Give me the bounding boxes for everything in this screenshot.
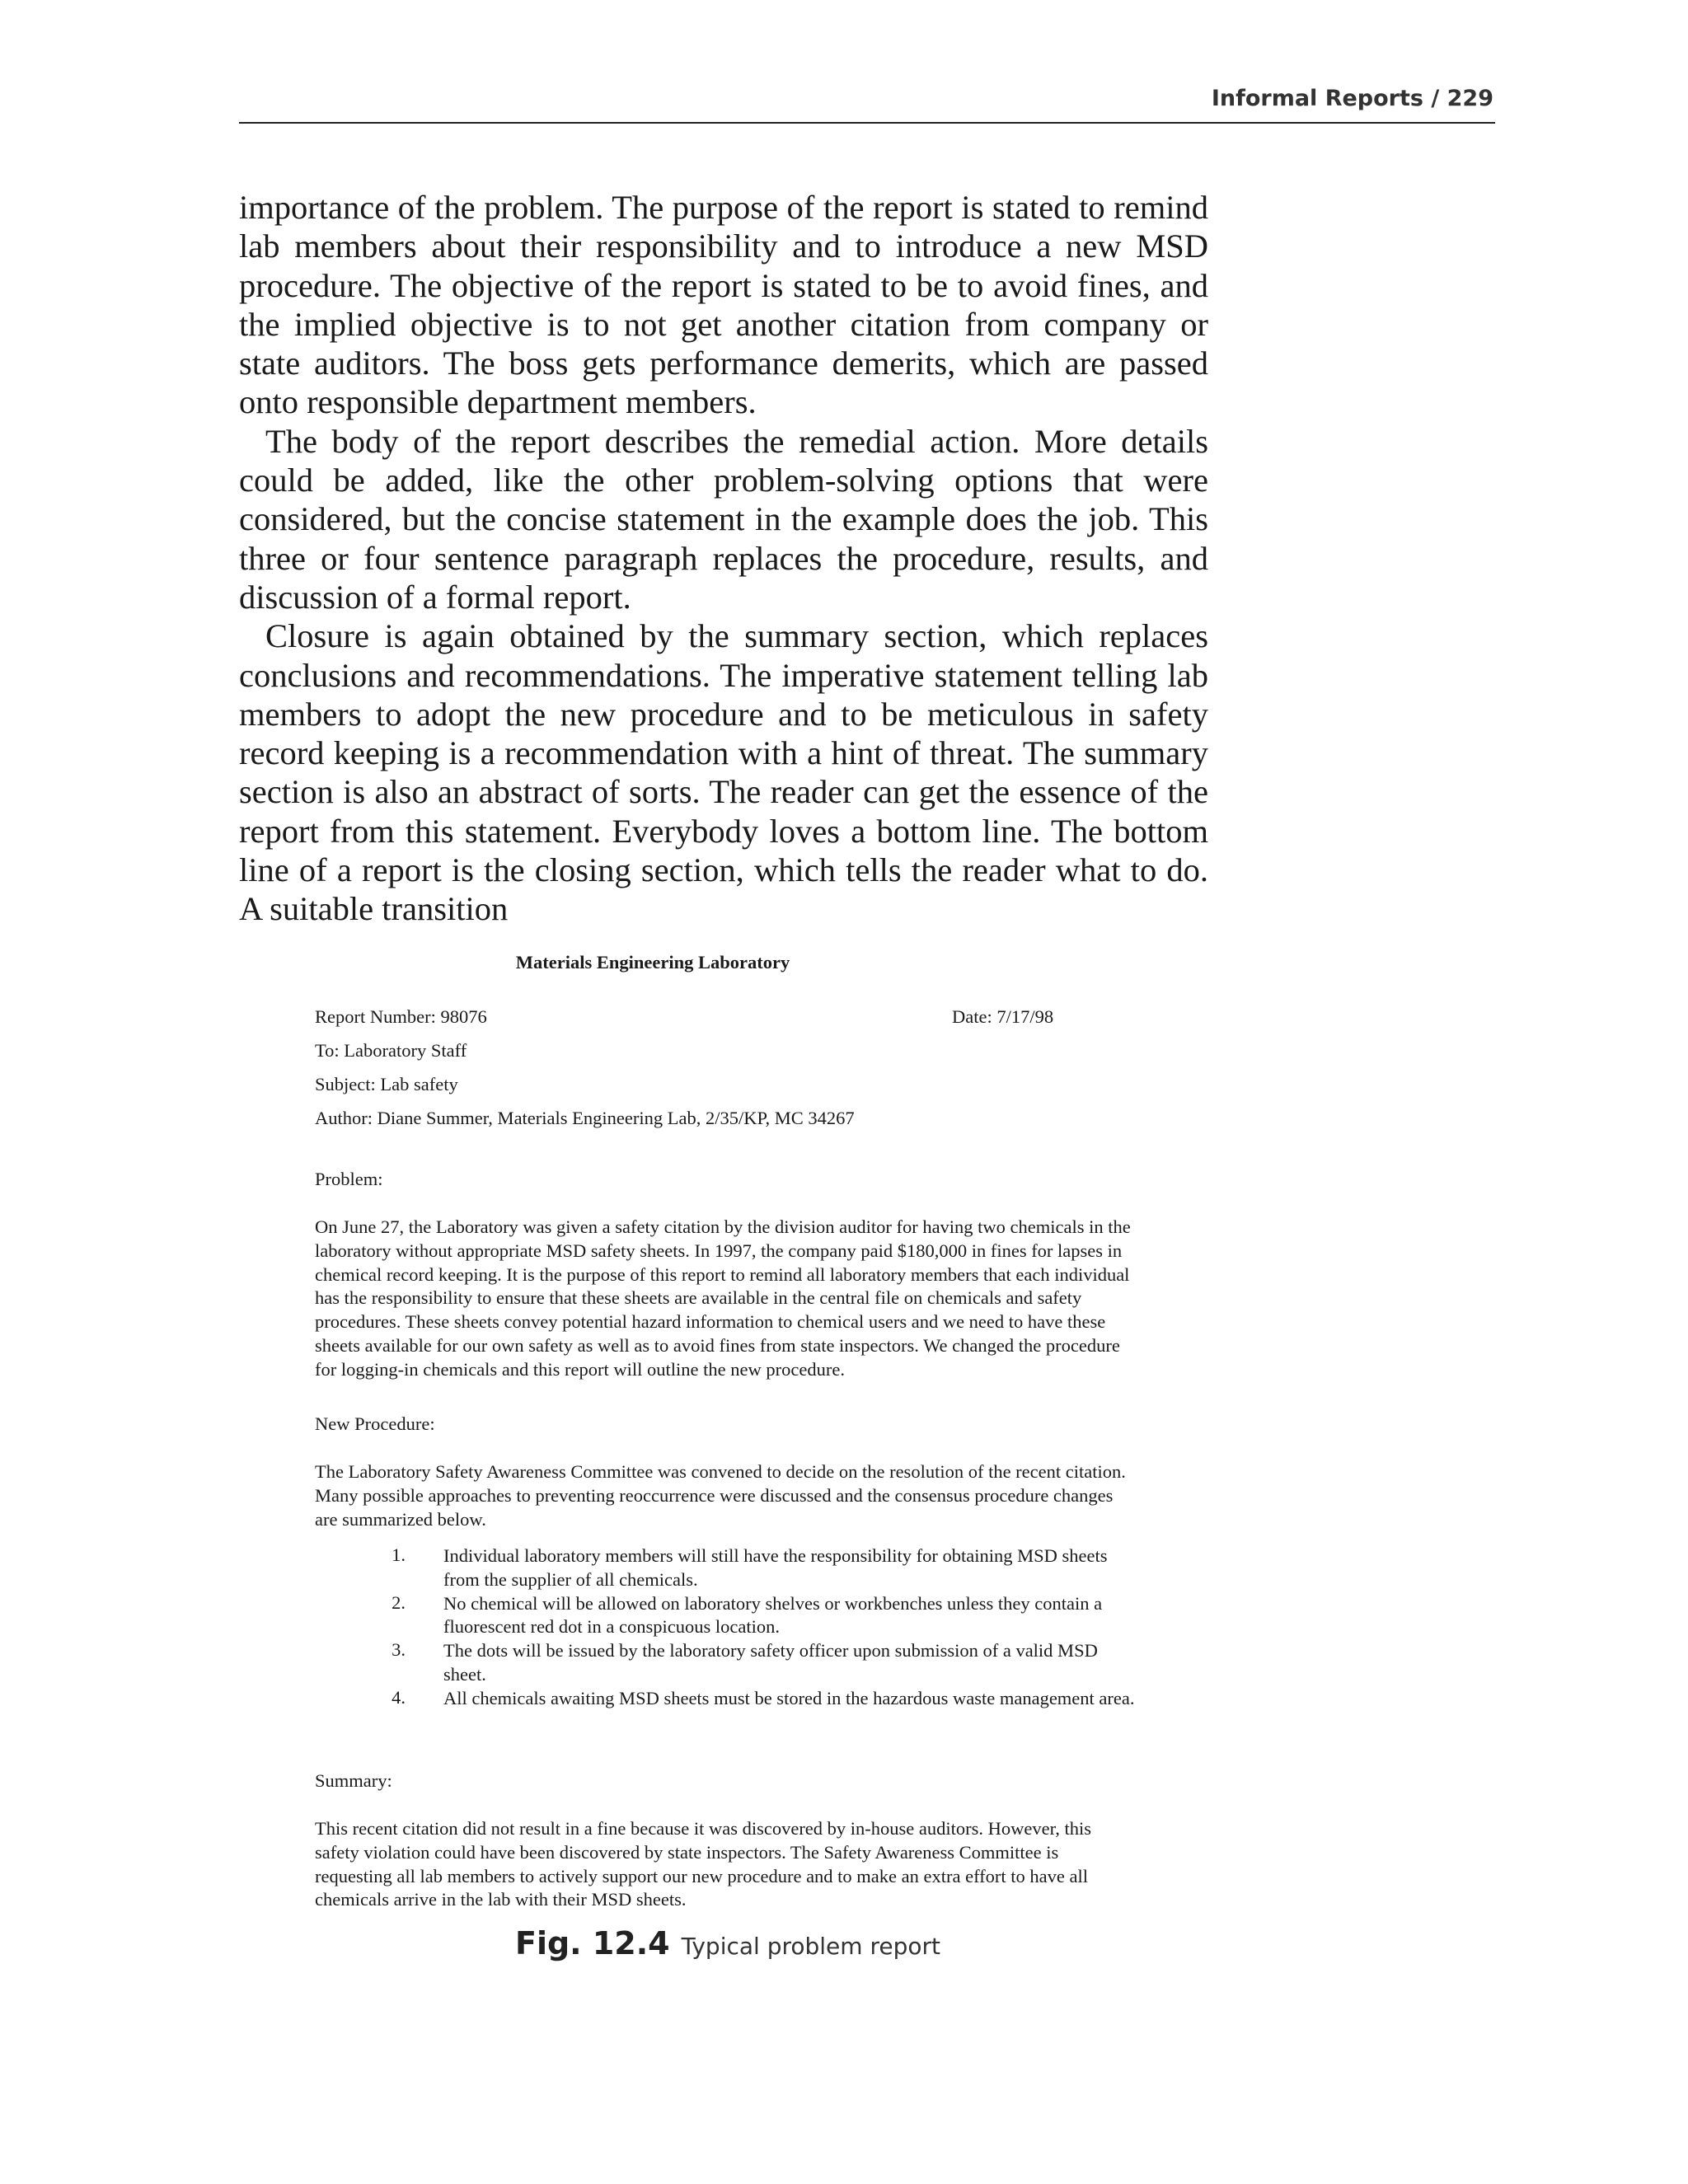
report-author: Author: Diane Summer, Materials Engineering Lab, 2/35/KP, MC 34267: [315, 1108, 855, 1128]
body-paragraph: The body of the report describes the remedial action. More details could be added, like the other problem-solving options that were considered, but the concise statement in the example does the job. This three or four sentence paragraph replaces the procedure, results, and discussion of a formal report.: [239, 422, 1208, 616]
report-date: Date: 7/17/98: [952, 1006, 1054, 1027]
body-paragraph: Closure is again obtained by the summary section, which replaces conclusions and recommendations. The imperative statement telling lab members to adopt the new procedure and to be meticulous in safety record keeping is a recommendation with a hint of threat. The summary section is also an abstract of sorts. The reader can get the essence of the report from this statement. Everybody loves a bottom line. The bottom line of a report is the closing section, which tells the reader what to do. A suitable transition: [239, 617, 1208, 928]
step-number: 2.: [392, 1591, 406, 1613]
list-item: [373, 1544, 1114, 1592]
step-text: Individual laboratory members will still have the responsibility for obtaining MSD sheets from the supplier of all chemicals.: [443, 1545, 1108, 1590]
report-subject: Subject: Lab safety: [315, 1074, 458, 1094]
caption-text: Typical problem report: [681, 1933, 940, 1960]
problem-label: Problem:: [315, 1169, 383, 1189]
step-text: The dots will be issued by the laboratory safety officer upon submission of a valid MSD sheet.: [443, 1640, 1098, 1685]
problem-text: On June 27, the Laboratory was given a safety citation by the division auditor for having two chemicals in the laboratory without appropriate MSD safety sheets. In 1997, the company paid $180,000 in fines for lapses in chemical record keeping. It is the purpose of this report to remind all laboratory members that each individual has the responsibility to ensure that these sheets are available in the central file on chemicals and safety procedures. These sheets convey potential hazard information to chemical users and we need to have these sheets available for our own safety as well as to avoid fines from state inspectors. We changed the procedure for logging-in chemicals and this report will outline the new procedure.: [315, 1216, 1131, 1380]
report-number: Report Number: 98076: [315, 1006, 487, 1027]
procedure-label: New Procedure:: [315, 1413, 435, 1434]
step-number: 3.: [392, 1639, 406, 1660]
step-text: No chemical will be allowed on laboratory shelves or workbenches unless they contain a fluorescent red dot in a conspicuous location.: [443, 1592, 1103, 1638]
report-to: To: Laboratory Staff: [315, 1040, 467, 1061]
list-item: [373, 1686, 1135, 1735]
list-item: [373, 1592, 1114, 1640]
step-number: 1.: [392, 1544, 406, 1565]
figure-caption: [515, 1925, 940, 1961]
caption-label: Fig. 12.4: [515, 1925, 670, 1961]
summary-text: This recent citation did not result in a fine because it was discovered by in-house auditors. However, this safety violation could have been discovered by state inspectors. The Safety Awareness Committee is requesting all lab members to actively support our new procedure and to make an extra effort to have all chemicals arrive in the lab with their MSD sheets.: [315, 1818, 1091, 1910]
step-text: All chemicals awaiting MSD sheets must be stored in the hazardous waste management area.: [443, 1687, 1135, 1708]
summary-label: Summary:: [315, 1770, 392, 1791]
body-paragraph: importance of the problem. The purpose of the report is stated to remind lab members about their responsibility and to introduce a new MSD procedure. The objective of the report is stated to be to avoid fines, and the implied objective is to not get another citation from company or state auditors. The boss gets performance demerits, which are passed onto responsible department members.: [239, 189, 1208, 421]
report-title: Materials Engineering Laboratory: [515, 952, 790, 972]
body-text: [239, 188, 1208, 929]
procedure-steps: [373, 1544, 1135, 1734]
page-header: [239, 82, 1495, 124]
list-item: [373, 1639, 1114, 1687]
running-header: Informal Reports / 229: [1211, 86, 1493, 111]
step-number: 4.: [392, 1686, 406, 1708]
procedure-text: The Laboratory Safety Awareness Committee was convened to decide on the resolution of the recent citation. Many possible approaches to preventing reoccurrence were discussed and the consensus procedure changes are summarized below.: [315, 1461, 1126, 1530]
